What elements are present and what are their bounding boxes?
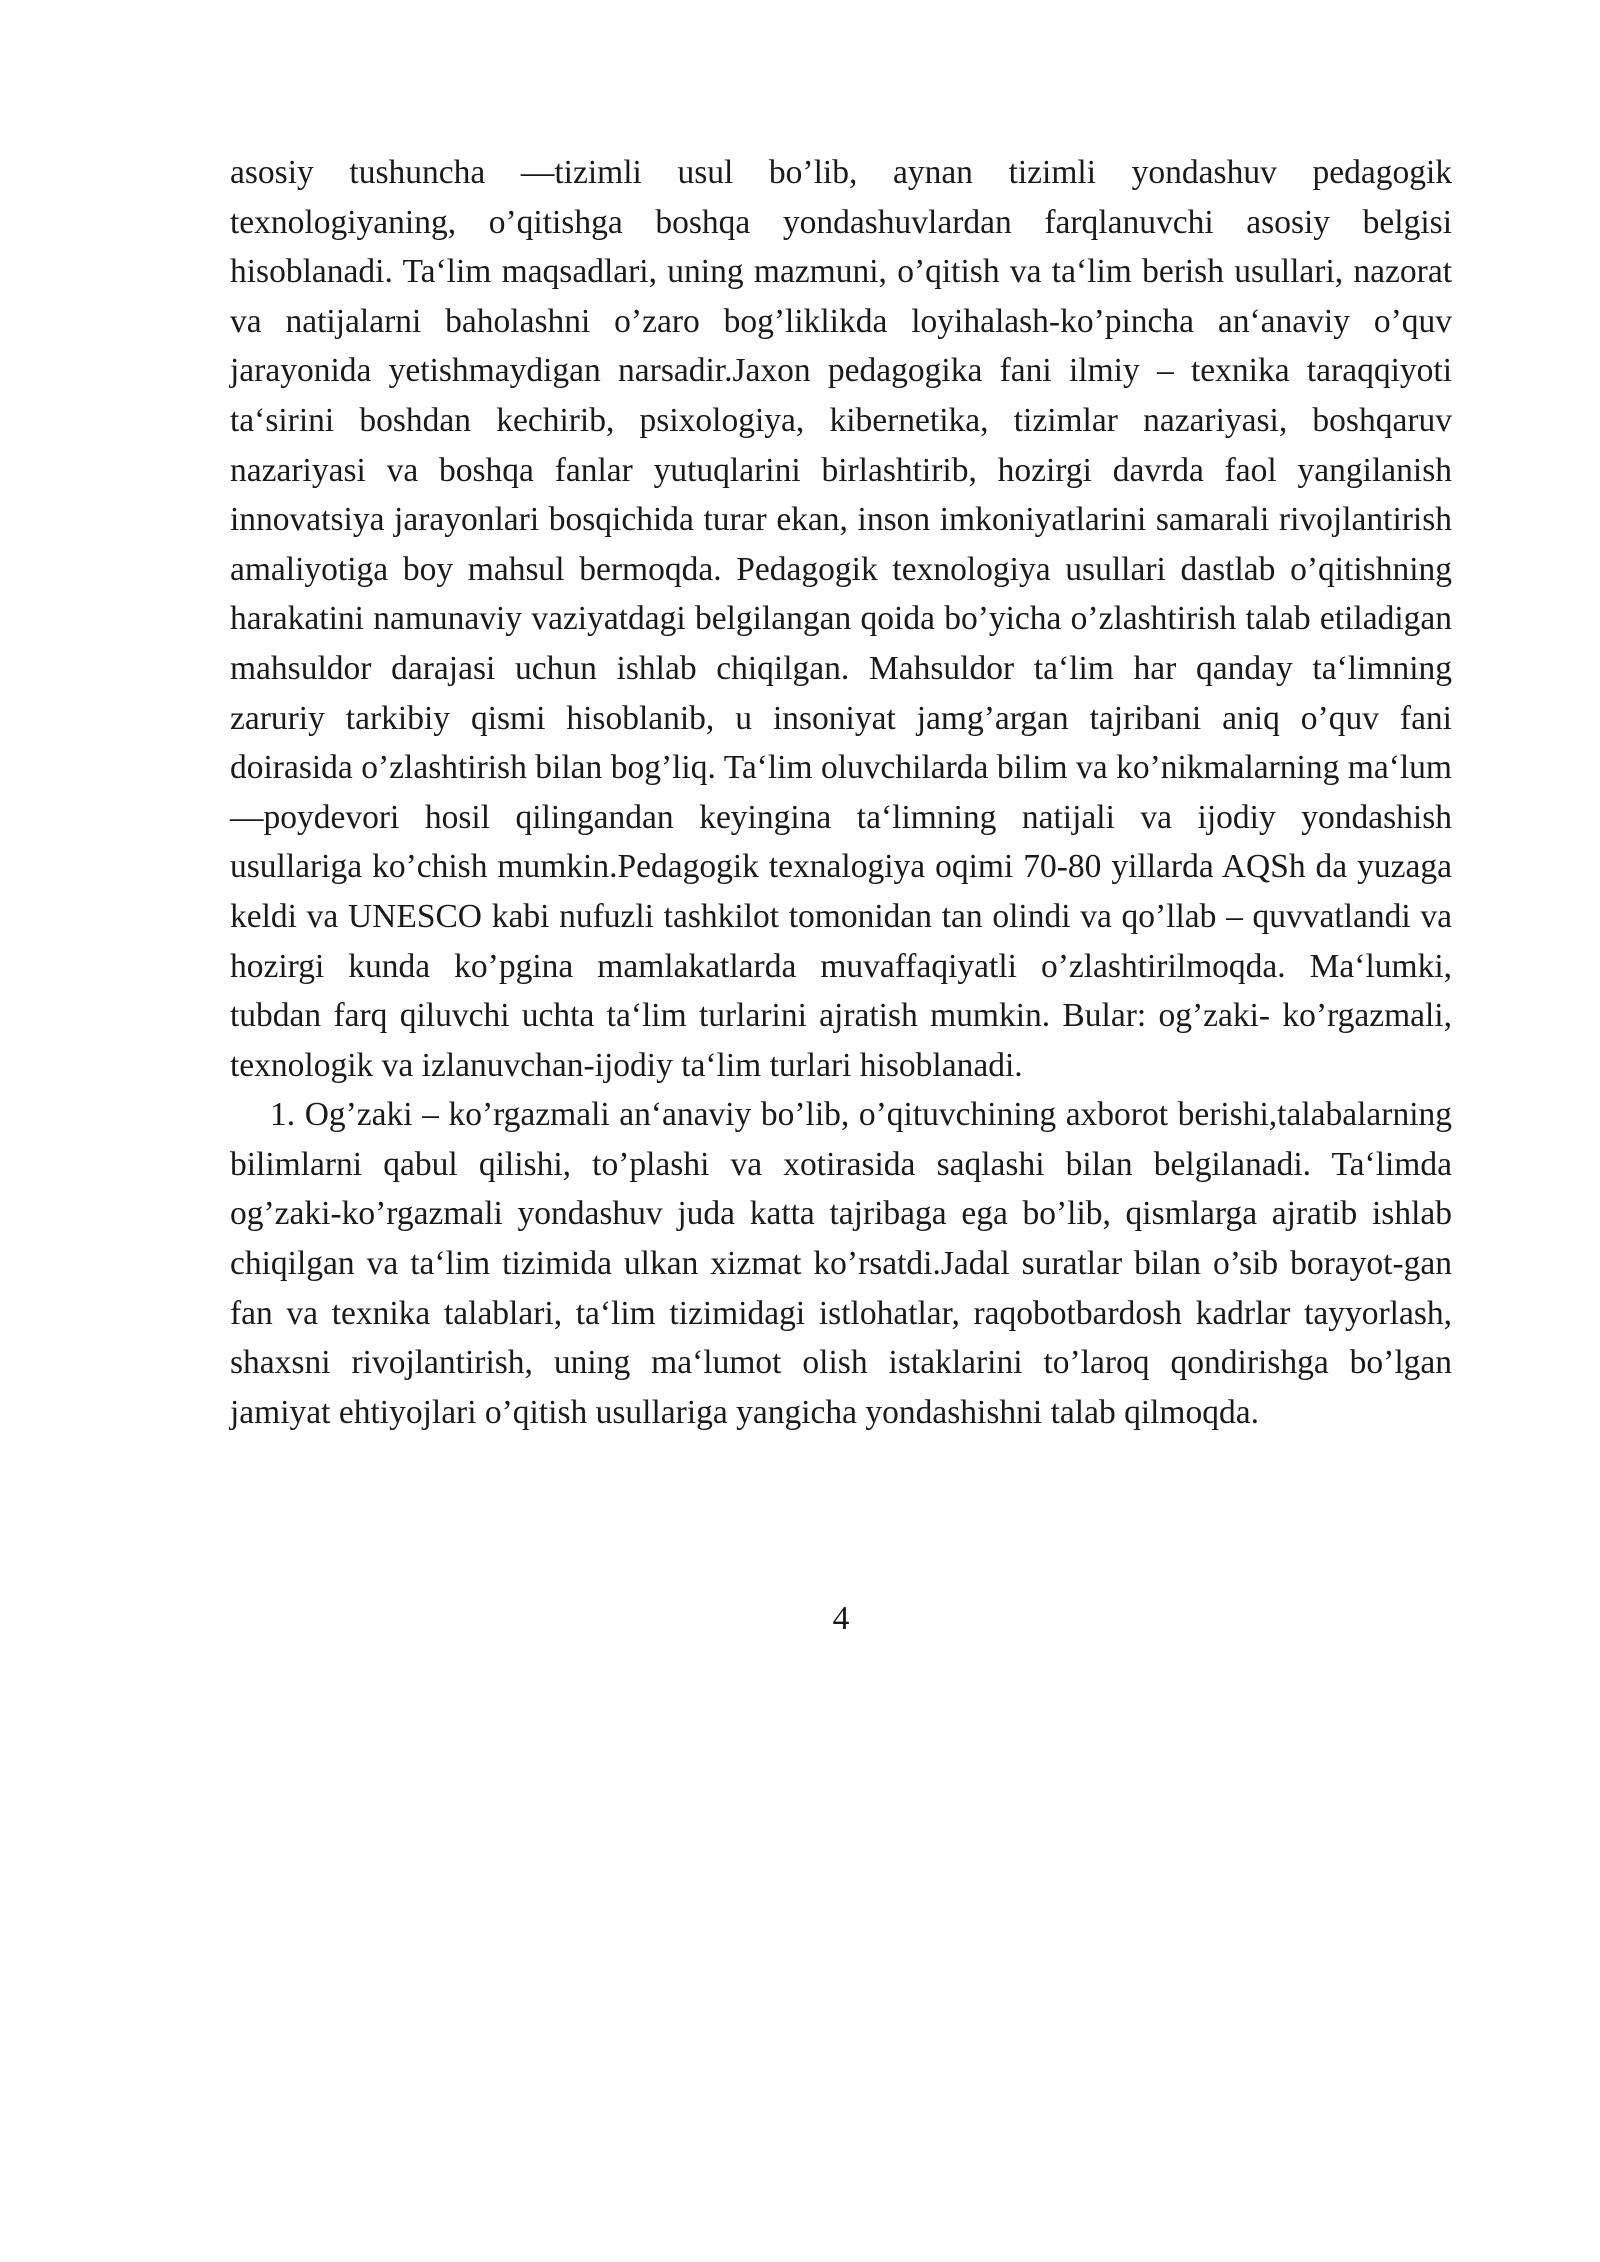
body-text bbox=[230, 148, 1452, 1437]
paragraph: asosiy tushuncha —tizimli usul bo’lib, aynan tizimli yondashuv pedagogik texnologiyaning, o’qitishga boshqa yondashuvlardan farqlanuvchi asosiy belgisi hisoblanadi. Ta‘lim maqsadlari, uning mazmuni, o’qitish va ta‘lim berish usullari, nazorat va natijalarni baholashni o’zaro bog’liklikda loyihalash-ko’pincha an‘anaviy o’quv jarayonida yetishmaydigan narsadir.Jaxon pedagogika fani ilmiy – texnika taraqqiyoti ta‘sirini boshdan kechirib, psixologiya, kibernetika, tizimlar nazariyasi, boshqaruv nazariyasi va boshqa fanlar yutuqlarini birlashtirib, hozirgi davrda faol yangilanish innovatsiya jarayonlari bosqichida turar ekan, inson imkoniyatlarini samarali rivojlantirish amaliyotiga boy mahsul bermoqda. Pedagogik texnologiya usullari dastlab o’qitishning harakatini namunaviy vaziyatdagi belgilangan qoida bo’yicha o’zlashtirish talab etiladigan mahsuldor darajasi uchun ishlab chiqilgan. Mahsuldor ta‘lim har qanday ta‘limning zaruriy tarkibiy qismi hisoblanib, u insoniyat jamg’argan tajribani aniq o’quv fani doirasida o’zlashtirish bilan bog’liq. Ta‘lim oluvchilarda bilim va ko’nikmalarning ma‘lum —poydevori hosil qilingandan keyingina ta‘limning natijali va ijodiy yondashish usullariga ko’chish mumkin.Pedagogik texnalogiya oqimi 70-80 yillarda AQSh da yuzaga keldi va UNESCO kabi nufuzli tashkilot tomonidan tan olindi va qo’llab – quvvatlandi va hozirgi kunda ko’pgina mamlakatlarda muvaffaqiyatli o’zlashtirilmoqda. Ma‘lumki, tubdan farq qiluvchi uchta ta‘lim turlarini ajratish mumkin. Bular: og’zaki- ko’rgazmali, texnologik va izlanuvchan-ijodiy ta‘lim turlari hisoblanadi. bbox=[230, 154, 1452, 1084]
list-item-text: Og’zaki – ko’rgazmali an‘anaviy bo’lib, o’qituvchining axborot berishi,talabalarning bilimlarni qabul qilishi, to’plashi va xotirasida saqlashi bilan belgilanadi. Ta‘limda og’zaki-ko’rgazmali yondashuv juda katta tajribaga ega bo’lib, qismlarga ajratib ishlab chiqilgan va ta‘lim tizimida ulkan xizmat ko’rsatdi.Jadal suratlar bilan o’sib borayot-gan fan va texnika talablari, ta‘lim tizimidagi istlohatlar, raqobotbardosh kadrlar tayyorlash, shaxsni rivojlantirish, uning ma‘lumot olish istaklarini to’laroq qondirishga bo’lgan jamiyat ehtiyojlari o’qitish usullariga yangicha yondashishni talab qilmoqda. bbox=[230, 1096, 1452, 1431]
page-number: 4 bbox=[832, 1600, 850, 1637]
list-item-number: 1. bbox=[270, 1096, 296, 1134]
numbered-list-item bbox=[230, 1090, 1452, 1437]
